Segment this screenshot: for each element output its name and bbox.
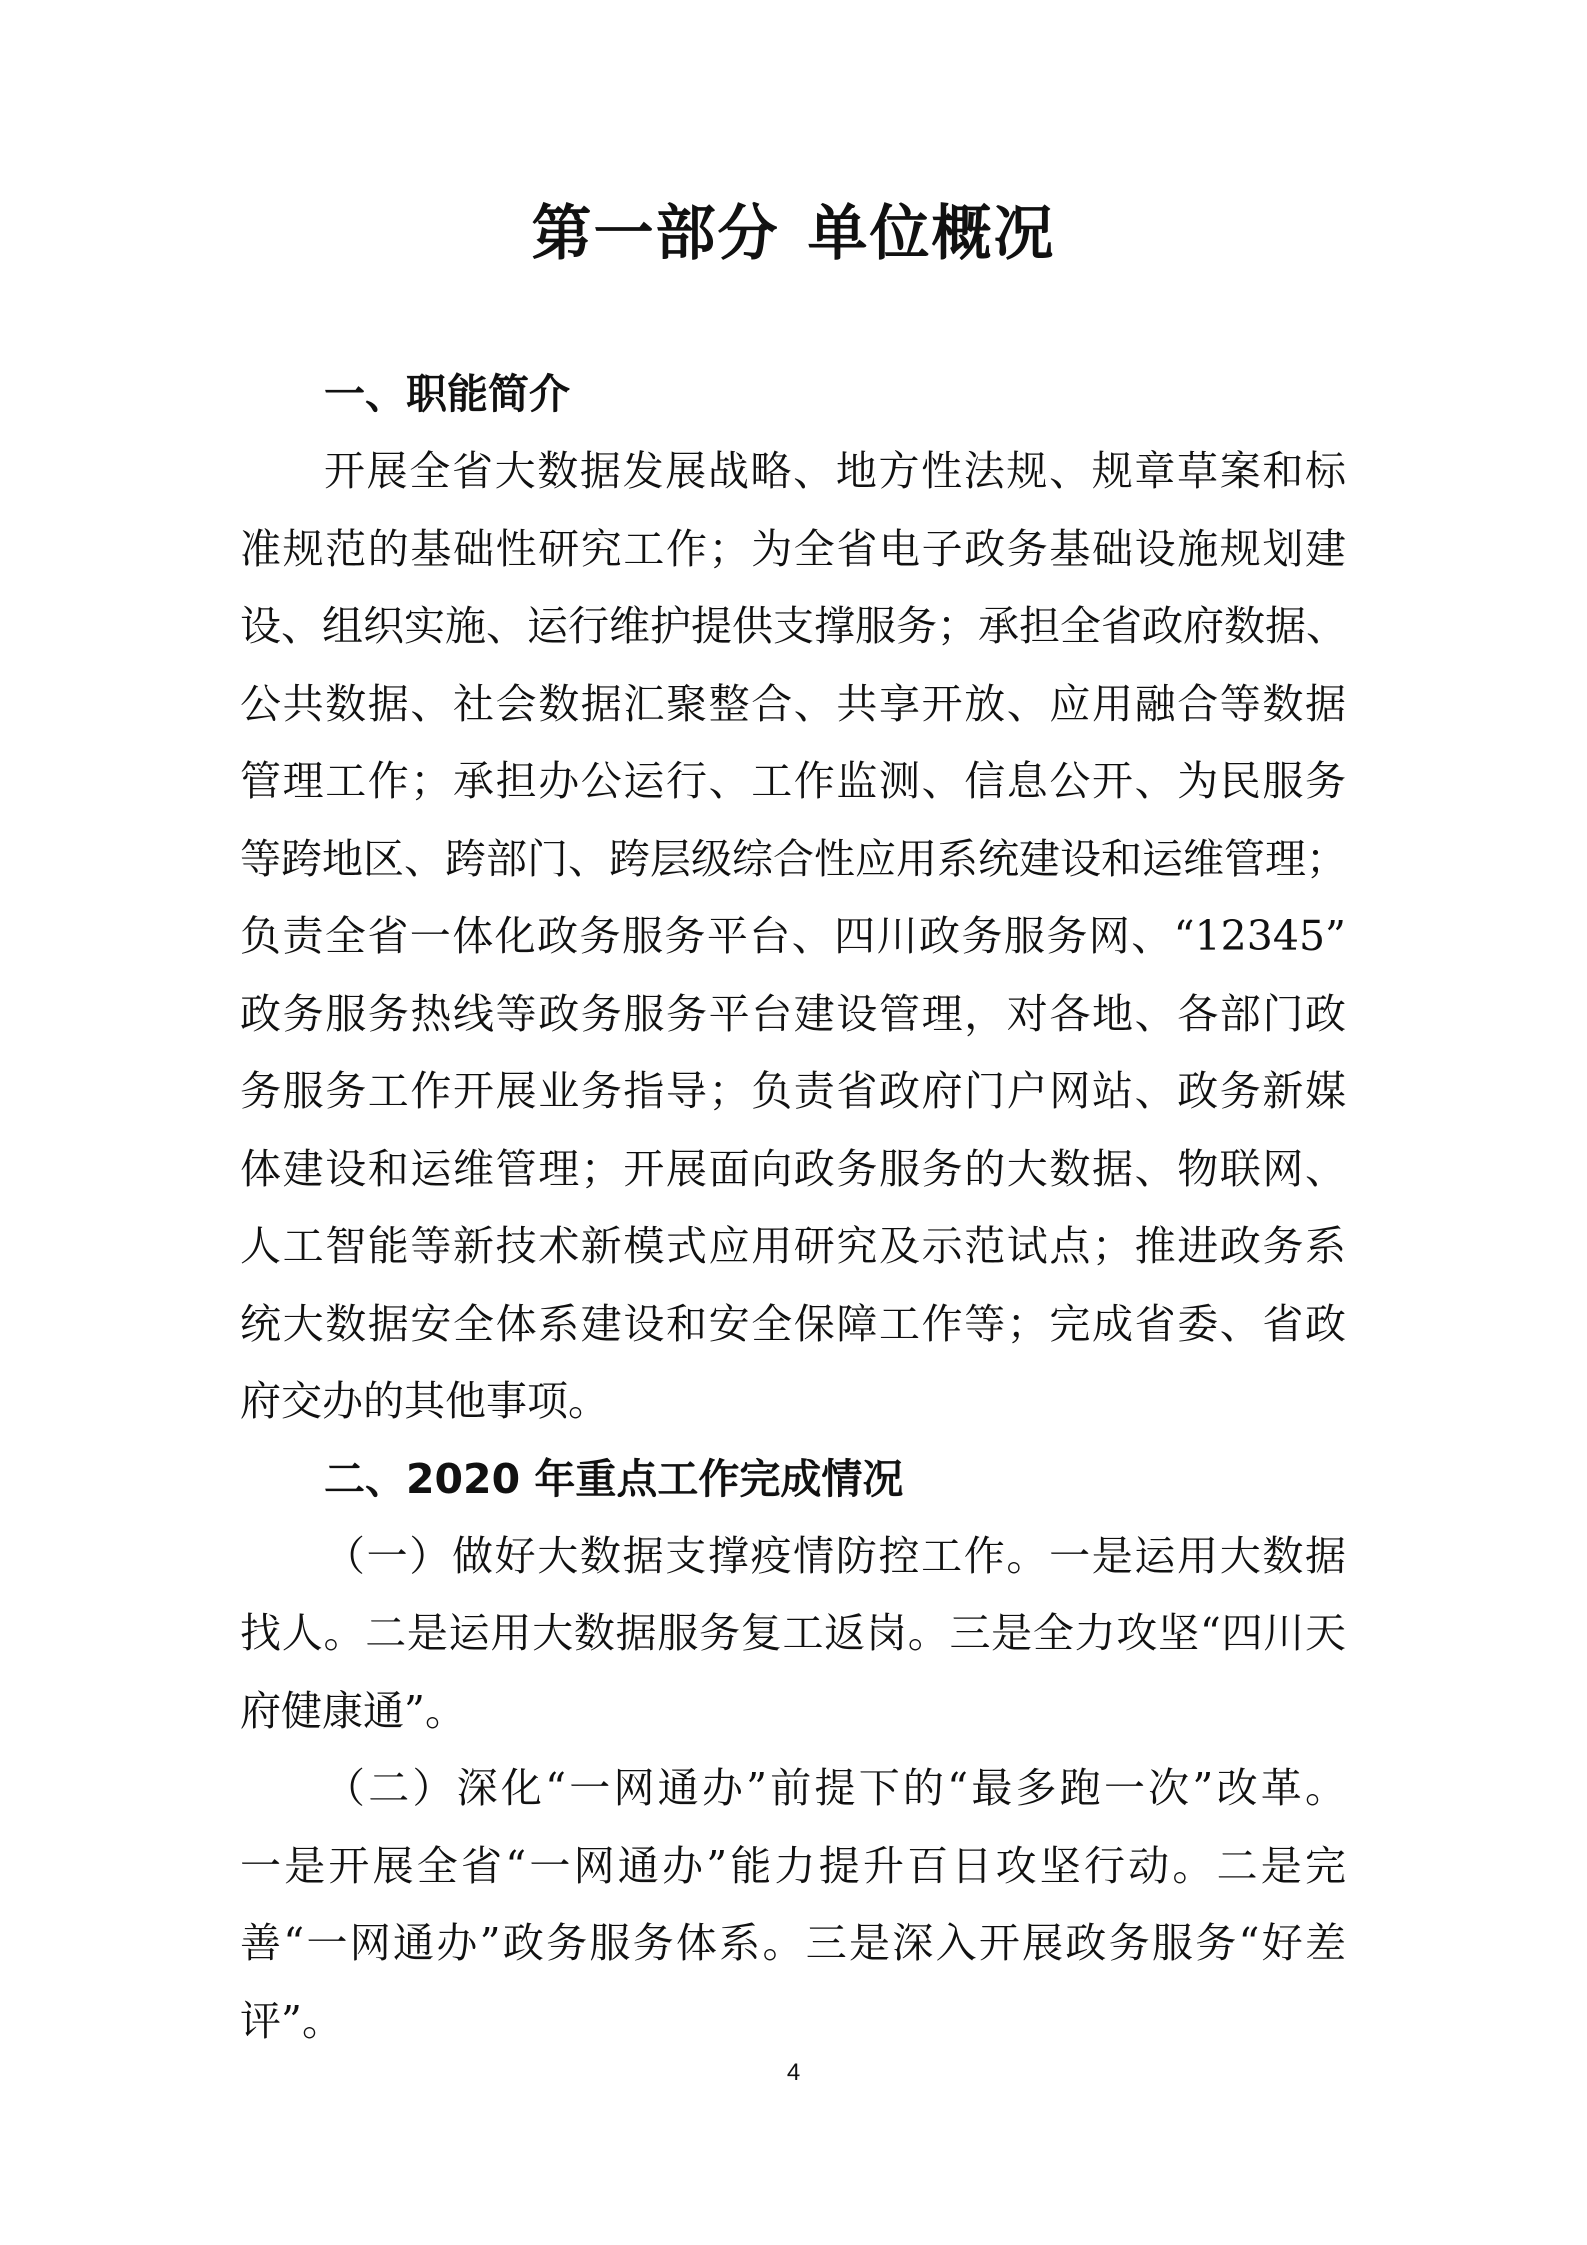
text-line: 府交办的其他事项。 xyxy=(240,1377,609,1425)
text-line: （一）做好大数据支撑疫情防控工作。一是运用大数据 xyxy=(324,1531,1346,1580)
text-line: 务服务工作开展业务指导；负责省政府门户网站、政务新媒 xyxy=(240,1067,1346,1115)
text-line: 一是开展全省“一网通办”能力提升百日攻坚行动。二是完 xyxy=(240,1841,1346,1890)
paragraph-epidemic xyxy=(240,1518,1346,1751)
text-line: 人工智能等新技术新模式应用研究及示范试点；推进政务系 xyxy=(240,1222,1346,1270)
text-line: 公共数据、社会数据汇聚整合、共享开放、应用融合等数据 xyxy=(240,679,1346,728)
text-line: 找人。二是运用大数据服务复工返岗。三是全力攻坚“四川天 xyxy=(240,1609,1346,1657)
section-heading-key-work: 二、2020 年重点工作完成情况 xyxy=(324,1454,904,1503)
text-line: 体建设和运维管理；开展面向政务服务的大数据、物联网、 xyxy=(240,1144,1346,1193)
text-line: （二）深化“一网通办”前提下的“最多跑一次”改革。 xyxy=(324,1764,1346,1812)
document-body xyxy=(240,356,1346,2060)
text-line: 开展全省大数据发展战略、地方性法规、规章草案和标 xyxy=(324,447,1346,495)
section-heading-functions: 一、职能简介 xyxy=(324,370,570,418)
text-line: 统大数据安全体系建设和安全保障工作等；完成省委、省政 xyxy=(240,1299,1346,1348)
page-number: 4 xyxy=(786,2059,801,2086)
text-line: 准规范的基础性研究工作；为全省电子政务基础设施规划建 xyxy=(240,524,1346,573)
text-line: 政务服务热线等政务服务平台建设管理，对各地、各部门政 xyxy=(240,989,1346,1038)
text-line: 评”。 xyxy=(240,1996,343,2045)
text-line: 管理工作；承担办公运行、工作监测、信息公开、为民服务 xyxy=(240,757,1346,805)
text-line: 设、组织实施、运行维护提供支撑服务；承担全省政府数据、 xyxy=(240,602,1347,650)
title-part: 第一部分 xyxy=(531,199,780,269)
text-line: 负责全省一体化政务服务平台、四川政务服务网、“12345” xyxy=(240,912,1346,960)
text-line: 善“一网通办”政务服务体系。三是深入开展政务服务“好差 xyxy=(240,1919,1346,1967)
text-line: 等跨地区、跨部门、跨层级综合性应用系统建设和运维管理； xyxy=(240,834,1347,883)
paragraph-reform xyxy=(240,1750,1346,2060)
title-name: 单位概况 xyxy=(807,199,1056,269)
text-line: 府健康通”。 xyxy=(240,1686,466,1735)
page-title xyxy=(0,194,1587,274)
paragraph-functions xyxy=(240,433,1346,1441)
